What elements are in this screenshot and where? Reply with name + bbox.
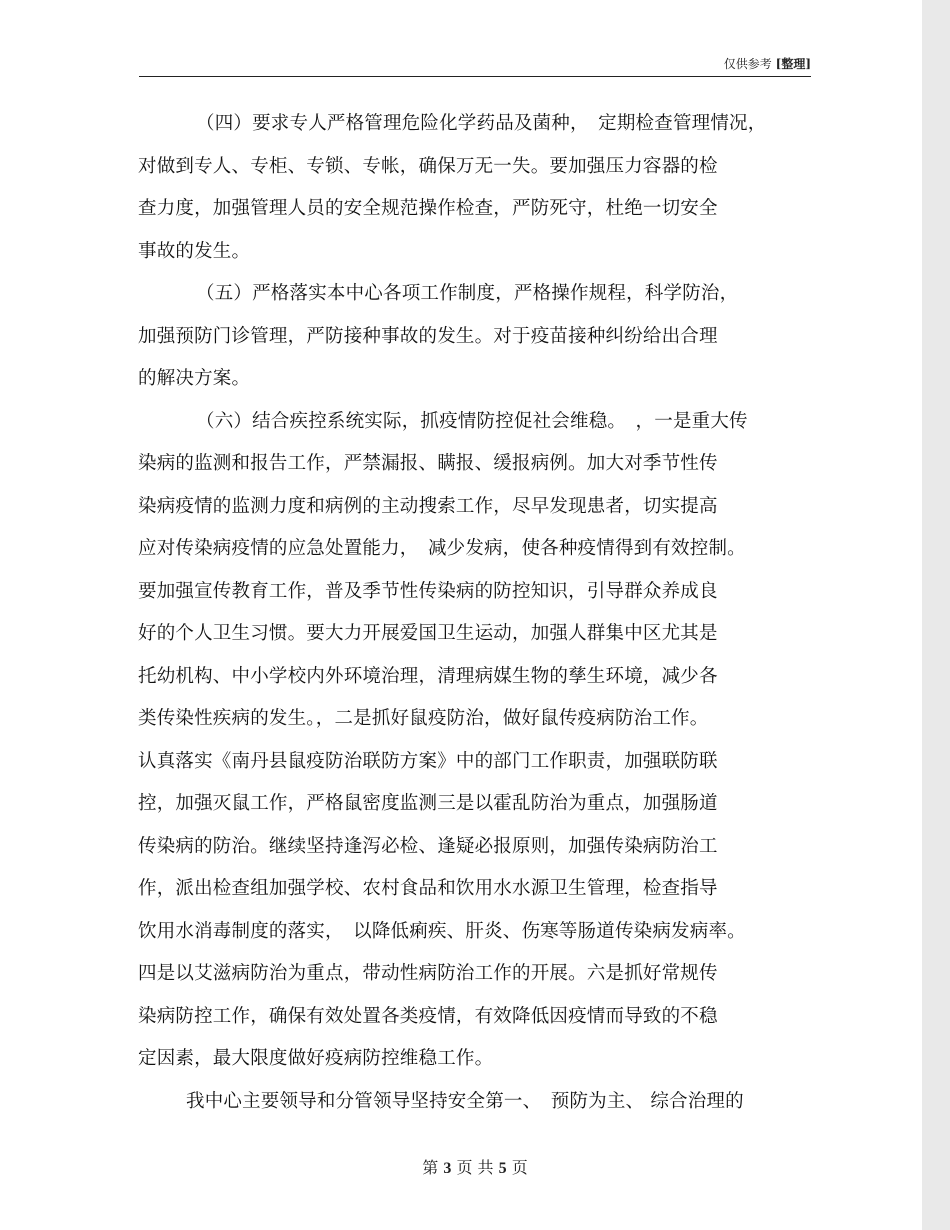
paragraph [138,1088,813,1131]
current-page-number: 3 [443,1160,452,1177]
text-line: 认真落实《南丹县鼠疫防治联防方案》中的部门工作职责，加强联防联 [138,750,718,772]
footer-suffix: 页 [511,1158,528,1177]
text-line: 托幼机构、中小学校内外环境治理，清理病媒生物的孳生环境，减少各 [138,665,718,687]
text-line: 查力度，加强管理人员的安全规范操作检查，严防死守，杜绝一切安全 [138,198,718,219]
text-line: 我中心主要领导和分管领导坚持安全第一、 预防为主、 综合治理的 [186,1090,744,1112]
footer-middle: 页 共 [456,1158,494,1177]
text-line: （六）结合疾控系统实际，抓疫情防控促社会维稳。 ，一是重大传 [196,410,748,432]
text-line: 对做到专人、专柜、专锁、专帐，确保万无一失。要加强压力容器的检 [138,155,718,177]
text-line: 应对传染病疫情的应急处置能力， 减少发病，使各种疫情得到有效控制。 [138,538,746,559]
text-line: 控，加强灭鼠工作，严格鼠密度监测三是以霍乱防治为重点，加强肠道 [138,793,718,814]
text-line: （四）要求专人严格管理危险化学药品及菌种， 定期检查管理情况， [196,113,767,134]
text-line: 事故的发生。 [138,240,251,262]
paragraph [138,110,813,280]
text-line: 要加强宣传教育工作，普及季节性传染病的防控知识，引导群众养成良 [138,580,718,602]
text-line: 加强预防门诊管理，严防接种事故的发生。对于疫苗接种纠纷给出合理 [138,325,718,347]
text-line: 传染病的防治。继续坚持逢泻必检、逢疑必报原则，加强传染病防治工 [138,835,718,857]
total-page-number: 5 [498,1160,507,1177]
text-line: 饮用水消毒制度的落实， 以降低痢疾、肝炎、伤寒等肠道传染病发病率。 [138,920,746,942]
text-line: （五）严格落实本中心各项工作制度，严格操作规程，科学防治， [196,283,739,304]
page-header [139,54,811,77]
text-line: 定因素，最大限度做好疫病防控维稳工作。 [138,1048,494,1069]
paragraph [138,408,813,1088]
text-line: 四是以艾滋病防治为重点，带动性病防治工作的开展。六是抓好常规传 [138,963,718,984]
header-bracket: [整理] [775,57,811,71]
text-line: 类传染性疾病的发生。，二是抓好鼠疫防治，做好鼠传疫病防治工作。 [138,708,709,729]
text-line: 作，派出检查组加强学校、农村食品和饮用水水源卫生管理，检查指导 [138,878,718,899]
text-line: 染病的监测和报告工作，严禁漏报、瞒报、缓报病例。加大对季节性传 [138,453,718,474]
page-footer [0,1155,950,1178]
footer-prefix: 第 [422,1158,439,1177]
text-line: 的解决方案。 [138,368,251,389]
text-line: 染病防控工作，确保有效处置各类疫情，有效降低因疫情而导致的不稳 [138,1005,718,1027]
text-line: 好的个人卫生习惯。要大力开展爱国卫生运动，加强人群集中区尤其是 [138,623,718,644]
text-line: 染病疫情的监测力度和病例的主动搜索工作，尽早发现患者，切实提高 [138,495,718,517]
body-text [138,110,813,1130]
paragraph [138,280,813,408]
header-text: 仅供参考 [723,57,772,71]
